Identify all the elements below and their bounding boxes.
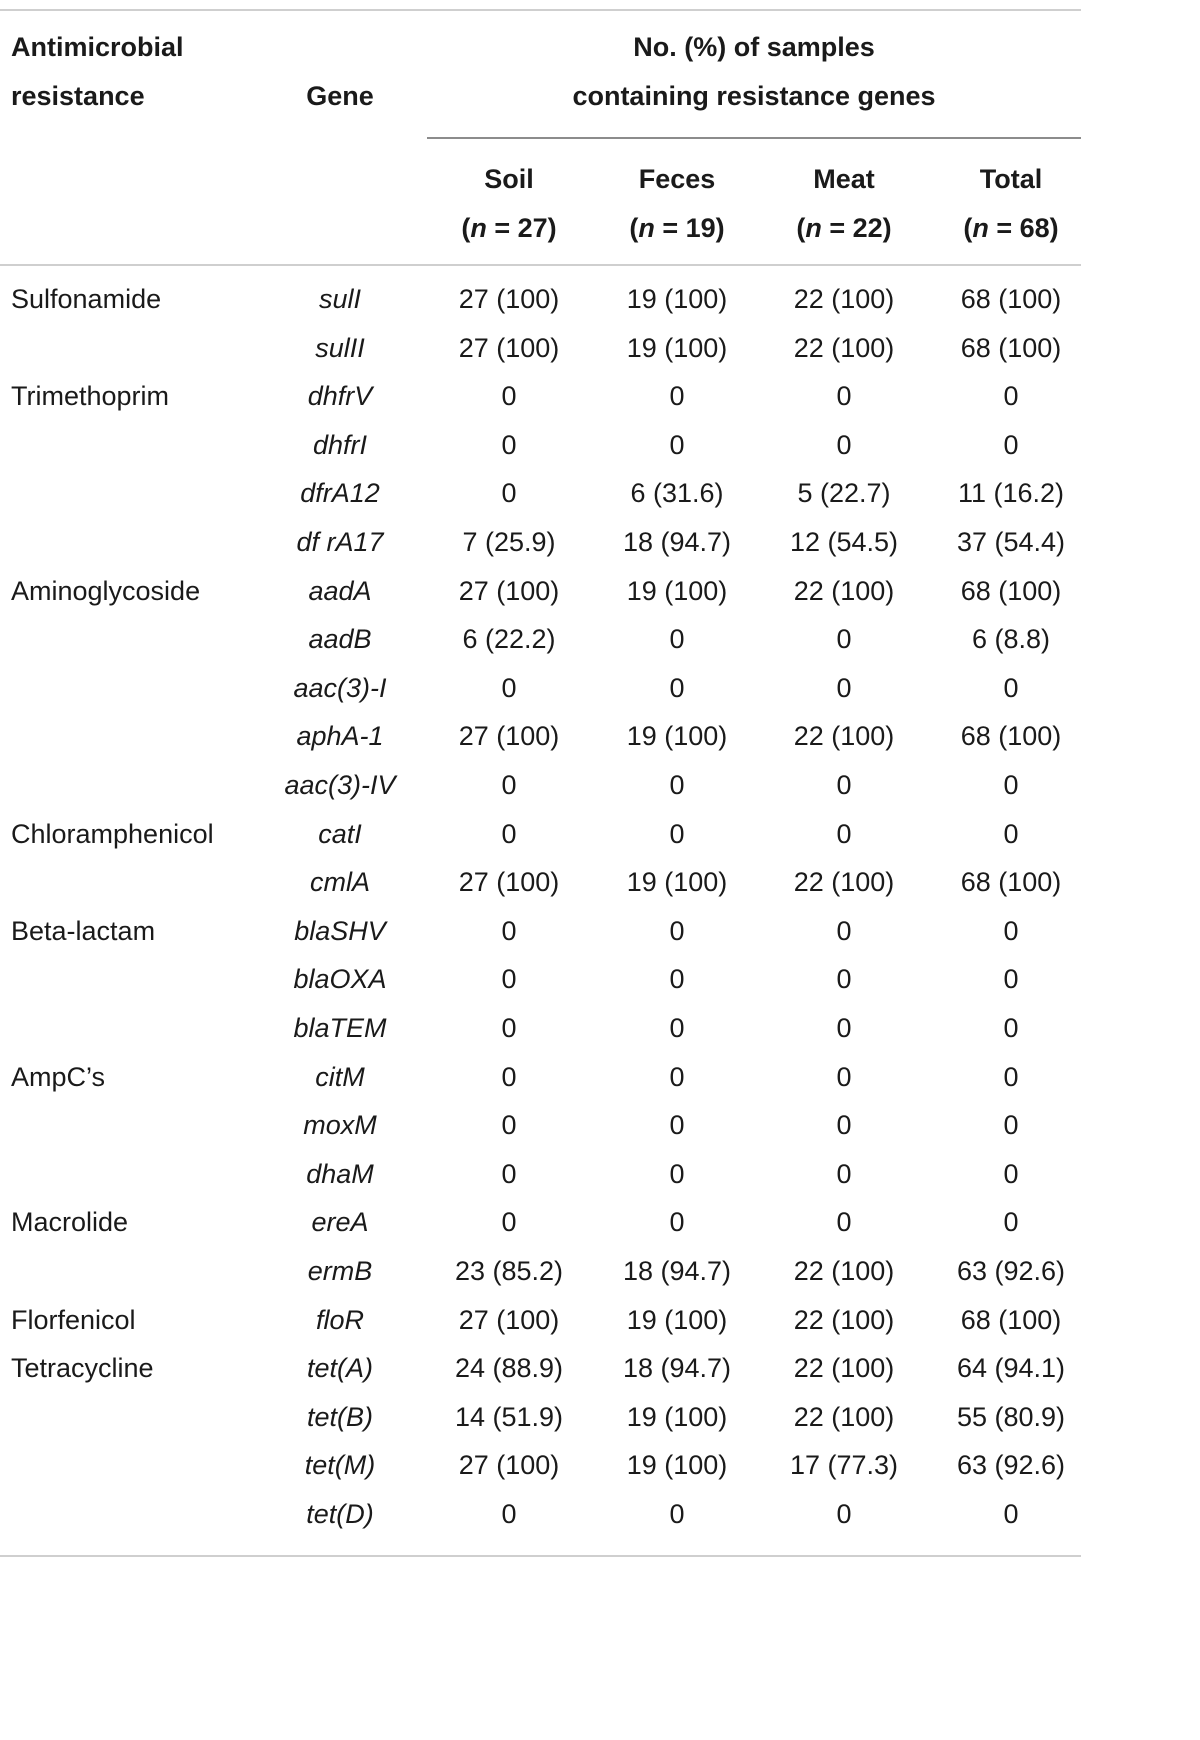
header-feces-n: (n = 19) [629,213,725,243]
cell-gene: cmlA [310,867,370,898]
cell-soil: 0 [501,478,517,509]
cell-meat: 0 [836,381,852,412]
cell-feces: 0 [669,1061,685,1092]
header-soil [424,164,594,244]
cell-total: 0 [1003,1158,1019,1189]
header-feces-n-value: = 19) [662,213,725,243]
header-total-n-value: = 68) [996,213,1059,243]
cell-gene: blaOXA [293,964,387,995]
cell-total: 68 (100) [960,575,1062,606]
cell-meat: 0 [836,1158,852,1189]
cell-soil: 27 (100) [458,332,560,363]
cell-soil: 0 [501,1061,517,1092]
cell-meat: 22 (100) [793,1256,895,1286]
cell-meat: 22 (100) [793,1401,895,1432]
cell-gene: blaTEM [293,1013,387,1043]
cell-feces: 18 (94.7) [622,1256,732,1286]
cell-meat: 0 [836,964,852,995]
cell-soil: 0 [501,672,517,703]
cell-soil: 0 [501,381,517,412]
cell-gene: sulII [315,332,365,363]
cell-meat: 22 (100) [793,1353,895,1384]
cell-gene: dhfrI [312,429,368,460]
cell-soil: 0 [501,915,517,946]
cell-category: Aminoglycoside [11,575,201,606]
header-meat-n-value: = 22) [829,213,892,243]
cell-gene: moxM [303,1110,377,1141]
cell-meat: 12 (54.5) [789,527,899,557]
cell-gene: sulI [318,284,362,314]
cell-meat: 0 [836,1110,852,1141]
cell-feces: 19 (100) [626,867,728,898]
cell-soil: 0 [501,1110,517,1141]
header-feces-n-label: n [638,213,655,243]
header-group-underline [427,137,1081,139]
cell-total: 0 [1003,381,1019,412]
cell-total: 68 (100) [960,721,1062,752]
cell-total: 0 [1003,429,1019,460]
cell-soil: 0 [501,770,517,800]
cell-soil: 0 [501,1158,517,1189]
cell-gene: ereA [311,1207,369,1238]
cell-total: 68 (100) [960,867,1062,898]
cell-gene: dfrA12 [300,478,380,509]
cell-feces: 0 [669,1207,685,1238]
header-meat [759,164,929,244]
cell-meat: 5 (22.7) [797,478,891,509]
cell-total: 0 [1003,1499,1019,1529]
cell-category: Sulfonamide [11,284,162,314]
cell-category: Beta-lactam [11,915,156,946]
cell-feces: 0 [669,1499,685,1529]
cell-soil: 0 [501,1013,517,1043]
cell-soil: 6 (22.2) [462,624,556,655]
cell-category: Tetracycline [11,1353,154,1384]
cell-total: 68 (100) [960,1304,1062,1335]
cell-gene: aac(3)-IV [284,770,396,800]
cell-total: 11 (16.2) [957,478,1065,509]
cell-gene: aac(3)-I [293,672,387,703]
cell-total: 0 [1003,672,1019,703]
cell-total: 68 (100) [960,284,1062,314]
header-soil-n-value: = 27) [494,213,557,243]
cell-feces: 19 (100) [626,332,728,363]
cell-feces: 0 [669,429,685,460]
cell-meat: 0 [836,915,852,946]
cell-total: 0 [1003,770,1019,800]
cell-category: Macrolide [11,1207,129,1238]
cell-soil: 27 (100) [458,575,560,606]
header-feces [592,164,762,244]
cell-gene: tet(D) [306,1499,374,1529]
cell-feces: 19 (100) [626,284,728,314]
cell-feces: 0 [669,915,685,946]
cell-gene: aphA-1 [296,721,384,752]
header-bottom-rule [0,264,1081,266]
cell-gene: tet(B) [306,1401,373,1432]
cell-category: Florfenicol [11,1304,136,1335]
cell-meat: 0 [836,624,852,655]
cell-total: 0 [1003,1207,1019,1238]
cell-feces: 0 [669,964,685,995]
table-top-rule [0,9,1081,11]
cell-feces: 0 [669,1013,685,1043]
cell-soil: 0 [501,964,517,995]
cell-total: 63 (92.6) [956,1256,1066,1286]
cell-feces: 19 (100) [626,721,728,752]
cell-total: 0 [1003,915,1019,946]
header-total-n-label: n [972,213,989,243]
header-group-line1: No. (%) of samples [633,32,875,62]
header-meat-n: (n = 22) [796,213,892,243]
cell-feces: 0 [669,624,685,655]
cell-feces: 18 (94.7) [622,1353,732,1384]
cell-total: 0 [1003,1013,1019,1043]
cell-soil: 27 (100) [458,1450,560,1481]
header-total-n: (n = 68) [963,213,1059,243]
cell-meat: 22 (100) [793,284,895,314]
cell-total: 0 [1003,964,1019,995]
cell-gene: tet(M) [304,1450,376,1481]
cell-feces: 18 (94.7) [622,527,732,557]
cell-gene: blaSHV [294,915,386,946]
header-soil-n: (n = 27) [461,213,557,243]
cell-gene: df rA17 [296,527,384,557]
cell-gene: aadB [308,624,372,655]
header-category-line2: resistance [11,81,145,111]
header-soil-name: Soil [484,164,534,194]
cell-feces: 0 [669,381,685,412]
cell-category: Trimethoprim [11,381,170,412]
cell-gene: catI [318,818,362,849]
header-feces-name: Feces [638,164,716,194]
header-total-name: Total [979,164,1043,194]
cell-category: AmpC’s [11,1061,106,1092]
header-total [926,164,1096,244]
cell-total: 64 (94.1) [956,1353,1066,1384]
cell-total: 0 [1003,1110,1019,1141]
cell-feces: 0 [669,1110,685,1141]
cell-meat: 0 [836,1061,852,1092]
cell-gene: ermB [307,1256,373,1286]
cell-total: 68 (100) [960,332,1062,363]
cell-soil: 0 [501,429,517,460]
cell-soil: 0 [501,1499,517,1529]
cell-meat: 0 [836,1013,852,1043]
cell-soil: 7 (25.9) [462,527,556,557]
cell-soil: 27 (100) [458,284,560,314]
cell-gene: aadA [308,575,372,606]
cell-meat: 22 (100) [793,721,895,752]
cell-total: 0 [1003,818,1019,849]
cell-feces: 19 (100) [626,1304,728,1335]
cell-meat: 0 [836,429,852,460]
cell-gene: tet(A) [306,1353,373,1384]
header-group-line2: containing resistance genes [572,81,936,111]
cell-feces: 0 [669,672,685,703]
cell-soil: 0 [501,1207,517,1238]
cell-meat: 0 [836,818,852,849]
cell-feces: 19 (100) [626,1401,728,1432]
cell-meat: 17 (77.3) [789,1450,899,1481]
header-meat-name: Meat [813,164,875,194]
cell-meat: 22 (100) [793,1304,895,1335]
cell-soil: 24 (88.9) [454,1353,564,1384]
cell-total: 6 (8.8) [971,624,1051,655]
cell-feces: 6 (31.6) [630,478,724,509]
cell-feces: 0 [669,1158,685,1189]
cell-gene: dhfrV [307,381,373,412]
cell-soil: 14 (51.9) [454,1401,564,1432]
cell-total: 0 [1003,1061,1019,1092]
header-soil-n-label: n [470,213,487,243]
cell-soil: 27 (100) [458,867,560,898]
cell-total: 55 (80.9) [956,1401,1066,1432]
cell-soil: 27 (100) [458,1304,560,1335]
cell-feces: 0 [669,770,685,800]
cell-meat: 0 [836,672,852,703]
cell-soil: 27 (100) [458,721,560,752]
cell-category: Chloramphenicol [11,818,214,849]
cell-meat: 22 (100) [793,575,895,606]
cell-total: 37 (54.4) [956,527,1066,557]
header-category-line1: Antimicrobial [11,32,184,62]
cell-meat: 22 (100) [793,332,895,363]
header-meat-n-label: n [805,213,822,243]
cell-meat: 0 [836,1207,852,1238]
cell-gene: dhaM [306,1158,374,1189]
cell-feces: 19 (100) [626,575,728,606]
cell-soil: 23 (85.2) [454,1256,564,1286]
cell-soil: 0 [501,818,517,849]
cell-feces: 19 (100) [626,1450,728,1481]
cell-gene: floR [315,1304,364,1335]
cell-meat: 0 [836,1499,852,1529]
cell-total: 63 (92.6) [956,1450,1066,1481]
cell-gene: citM [315,1061,365,1092]
header-gene: Gene [306,81,374,111]
table-bottom-rule [0,1555,1081,1557]
cell-meat: 22 (100) [793,867,895,898]
cell-meat: 0 [836,770,852,800]
cell-feces: 0 [669,818,685,849]
